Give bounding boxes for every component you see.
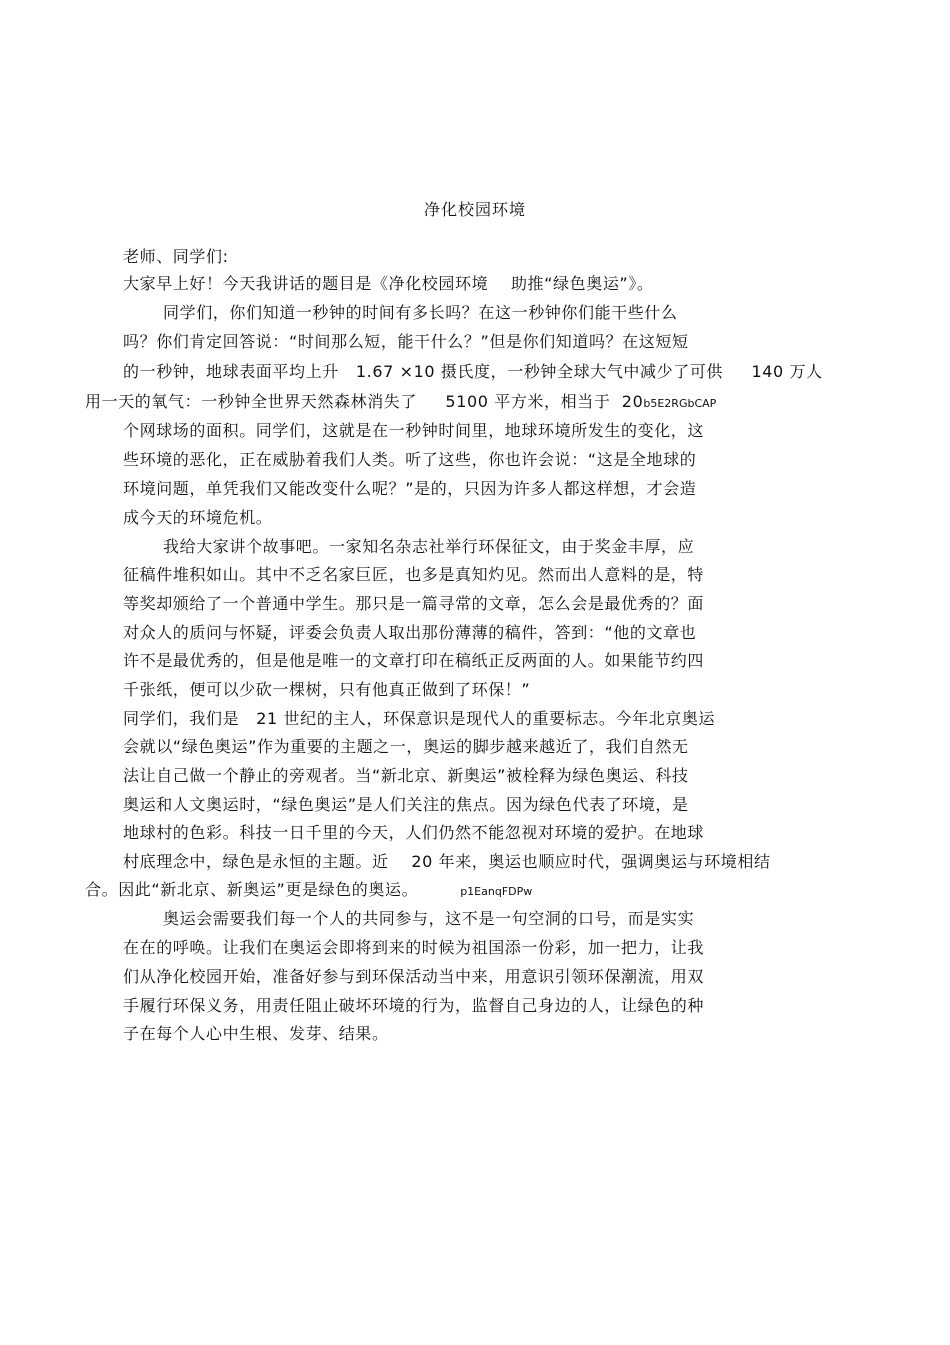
body-line: 等奖却颁给了一个普通中学生。那只是一篇寻常的文章，怎么会是最优秀的？面: [123, 594, 705, 613]
watermark-code: p1EanqFDPw: [460, 885, 533, 898]
body-line: 同学们，你们知道一秒钟的时间有多长吗？在这一秒钟你们能干些什么: [163, 303, 678, 322]
body-line: 许不是最优秀的，但是他是唯一的文章打印在稿纸正反两面的人。如果能节约四: [123, 651, 705, 670]
body-line-text: 用一天的氧气：一秒钟全世界天然森林消失了 5100 平方米，相当于 20: [85, 392, 644, 411]
body-line: 村底理念中，绿色是永恒的主题。近 20 年来，奥运也顺应时代，强调奥运与环境相结: [123, 852, 771, 871]
body-line: 奥运会需要我们每一个人的共同参与，这不是一句空洞的口号，而是实实: [163, 909, 695, 928]
body-line: 地球村的色彩。科技一日千里的今天，人们仍然不能忽视对环境的爱护。在地球: [123, 823, 705, 842]
body-line: 成今天的环境危机。: [123, 508, 273, 527]
body-line: 吗？你们肯定回答说：“时间那么短，能干什么？”但是你们知道吗？在这短短: [123, 332, 689, 351]
body-line: 同学们，我们是 21 世纪的主人，环保意识是现代人的重要标志。今年北京奥运: [123, 709, 716, 728]
body-line: [85, 879, 532, 903]
body-line: 手履行环保义务，用责任阻止破坏环境的行为，监督自己身边的人，让绿色的种: [123, 996, 705, 1015]
body-line: 对众人的质问与怀疑，评委会负责人取出那份薄薄的稿件，答到：“他的文章也: [123, 623, 697, 642]
body-line: [85, 391, 716, 415]
body-line: 的一秒钟，地球表面平均上升 1.67 ×10 摄氏度，一秒钟全球大气中减少了可供 140 万人: [123, 362, 823, 381]
body-line: 大家早上好！今天我讲话的题目是《净化校园环境 助推“绿色奥运”》。: [123, 274, 654, 293]
watermark-code: b5E2RGbCAP: [643, 397, 717, 410]
body-line: 们从净化校园开始，准备好参与到环保活动当中来，用意识引领环保潮流，用双: [123, 967, 705, 986]
page-title: 净化校园环境: [423, 200, 526, 219]
body-line: 奥运和人文奥运时，“绿色奥运”是人们关注的焦点。因为绿色代表了环境，是: [123, 795, 689, 814]
body-line: 环境问题，单凭我们又能改变什么呢？”是的，只因为许多人都这样想，才会造: [123, 479, 697, 498]
body-line: 征稿件堆积如山。其中不乏名家巨匠，也多是真知灼见。然而出人意料的是，特: [123, 565, 705, 584]
salutation-line: 老师、同学们:: [123, 247, 229, 266]
body-line: 在在的呼唤。让我们在奥运会即将到来的时候为祖国添一份彩，加一把力，让我: [123, 938, 705, 957]
body-line: 我给大家讲个故事吧。一家知名杂志社举行环保征文，由于奖金丰厚，应: [163, 537, 695, 556]
body-line: 会就以“绿色奥运”作为重要的主题之一，奥运的脚步越来越近了，我们自然无: [123, 737, 689, 756]
body-line: 子在每个人心中生根、发芽、结果。: [123, 1024, 389, 1043]
body-line: 些环境的恶化，正在威胁着我们人类。听了这些，你也许会说：“这是全地球的: [123, 450, 697, 469]
body-line: 个网球场的面积。同学们，这就是在一秒钟时间里，地球环境所发生的变化，这: [123, 421, 705, 440]
body-line: 法让自己做一个静止的旁观者。当“新北京、新奥运”被栓释为绿色奥运、科技: [123, 766, 689, 785]
body-line-text: 合。因此“新北京、新奥运”更是绿色的奥运。: [85, 880, 419, 899]
body-line: 千张纸，便可以少砍一棵树，只有他真正做到了环保！”: [123, 680, 531, 699]
